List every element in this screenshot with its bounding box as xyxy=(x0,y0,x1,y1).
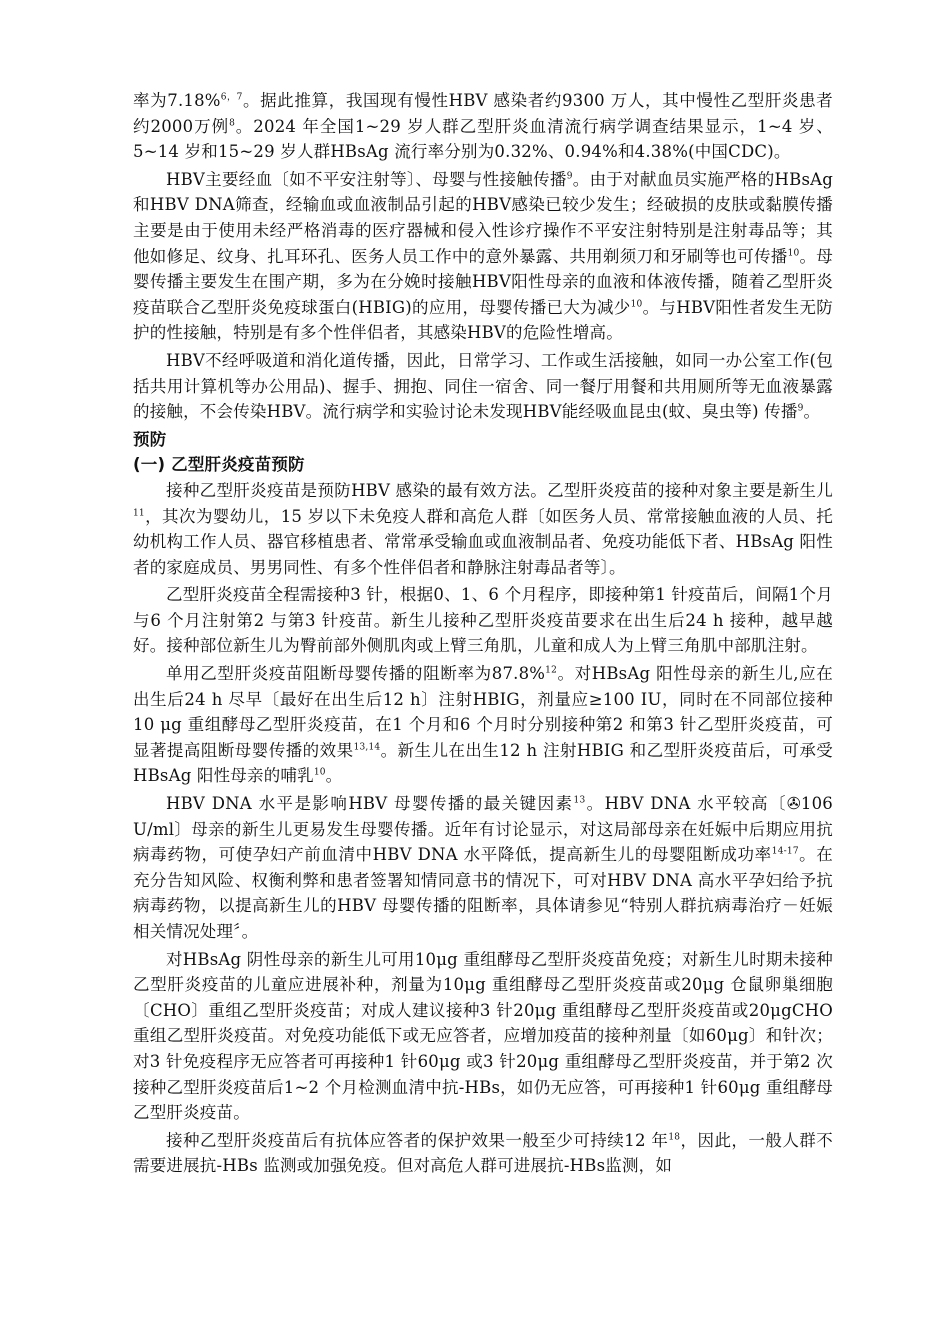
paragraph-text: 单用乙型肝炎疫苗阻断母婴传播的阻断率为87.8% xyxy=(166,664,546,684)
paragraph-p9 xyxy=(133,1128,833,1179)
paragraph-text: 接种乙型肝炎疫苗后有抗体应答者的保护效果一般至少可持续12 年 xyxy=(166,1130,669,1150)
paragraph-text: 率为7.18% xyxy=(133,91,221,110)
citation-superscript: 10 xyxy=(630,299,643,310)
citation-superscript: 13,14 xyxy=(353,742,381,753)
paragraph-p1 xyxy=(133,88,833,165)
citation-superscript: 8 xyxy=(229,118,236,129)
paragraph-p3 xyxy=(133,348,833,425)
citation-superscript: 12 xyxy=(545,665,558,676)
paragraph-text: 。据此推算，我国现有慢性HBV 感染者约9300 万人，其中慢性乙型肝炎患者约2000万例 xyxy=(133,91,833,136)
paragraph-text: ，因此，一般人群不需要进展抗-HBs 监测或加强免疫。但对高危人群可进展抗-HBs监测，如 xyxy=(133,1130,833,1176)
citation-superscript: 14-17 xyxy=(771,846,799,857)
paragraph-p4 xyxy=(133,478,833,580)
paragraph-text: 。HBV DNA 水平较高〔✇106 U/ml〕母亲的新生儿更易发生母婴传播。近年有讨论显示，对这局部母亲在妊娠中后期应用抗病毒药物，可使孕妇产前血清中HBV DNA 水平降低，提高新生儿的母婴阻断成功率 xyxy=(133,794,834,865)
paragraph-text: 。母婴传播主要发生在围产期，多为在分娩时接触HBV阳性母亲的血液和体液传播，随着乙型肝炎疫苗联合乙型肝炎免疫球蛋白(HBIG)的应用，母婴传播已大为减少 xyxy=(133,246,833,317)
paragraph-p6 xyxy=(133,661,833,789)
citation-superscript: 9 xyxy=(797,403,804,414)
paragraph-text: HBV主要经血〔如不平安注射等〕、母婴与性接触传播 xyxy=(166,169,567,189)
citation-superscript: 13 xyxy=(573,795,586,806)
paragraph-text: 乙型肝炎疫苗全程需接种3 针，根据0、1、6 个月程序，即接种第1 针疫苗后，间隔1个月与6 个月注射第2 与第3 针疫苗。新生儿接种乙型肝炎疫苗要求在出生后24 h 接种，越早越好。接种部位新生儿为臀前部外侧肌肉或上臂三角肌，儿童和成人为上臂三角肌中部肌注射。 xyxy=(133,585,833,656)
paragraph-group-vaccine xyxy=(133,478,833,1179)
citation-superscript: 6，7 xyxy=(220,92,243,103)
paragraph-text: 。2024 年全国1~29 岁人群乙型肝炎血清流行病学调查结果显示，1~4 岁、5~14 岁和15~29 岁人群HBsAg 流行率分别为0.32%、0.94%和4.38%(中国CDC)。 xyxy=(133,116,833,162)
paragraph-text: 。 xyxy=(325,766,343,786)
paragraph-p7 xyxy=(133,791,833,945)
paragraph-text: HBV DNA 水平是影响HBV 母婴传播的最关键因素 xyxy=(166,794,574,814)
document-body xyxy=(133,88,833,1181)
citation-superscript: 11 xyxy=(133,508,145,518)
section-heading-prevention: 预防 xyxy=(133,429,167,449)
paragraph-text: 。新生儿在出生12 h 注射HBIG 和乙型肝炎疫苗后，可承受HBsAg 阳性母亲的哺乳 xyxy=(133,740,833,786)
paragraph-p8 xyxy=(133,947,833,1126)
paragraph-p2 xyxy=(133,167,833,346)
paragraph-text: 。在充分告知风险、权衡利弊和患者签署知情同意书的情况下，可对HBV DNA 高水平孕妇给予抗病毒药物，以提高新生儿的HBV 母婴传播的阻断率，具体请参见“特别人群抗病毒治疗－妊娠相关情况处理〞。 xyxy=(133,845,833,941)
paragraph-text: 。 xyxy=(803,402,821,422)
paragraph-p5 xyxy=(133,582,833,659)
paragraph-text: 。对HBsAg 阳性母亲的新生儿,应在出生后24 h 尽早〔最好在出生后12 h〕注射HBIG，剂量应≥100 IU，同时在不同部位接种10 μg 重组酵母乙型肝炎疫苗，在1 个月和6 个月时分别接种第2 和第3 针乙型肝炎疫苗，可显著提高阻断母婴传播的效果 xyxy=(133,664,834,760)
citation-superscript: 9 xyxy=(566,171,573,182)
citation-superscript: 10 xyxy=(787,248,800,259)
citation-superscript: 10 xyxy=(313,767,326,778)
paragraph-text: ，其次为婴幼儿，15 岁以下未免疫人群和高危人群〔如医务人员、常常接触血液的人员、托幼机构工作人员、器官移植患者、常常承受输血或血液制品者、免疫功能低下者、HBsAg 阳性者的家庭成员、男男同性、有多个性伴侣者和静脉注射毒品者等〕。 xyxy=(133,506,833,577)
citation-superscript: 18 xyxy=(668,1132,681,1143)
paragraph-text: 。与HBV阳性者发生无防护的性接触，特别是有多个性伴侣者，其感染HBV的危险性增高。 xyxy=(133,297,833,343)
subsection-heading-vaccine: (一) 乙型肝炎疫苗预防 xyxy=(133,455,305,475)
paragraph-text: 。由于对献血员实施严格的HBsAg和HBV DNA筛查，经输血或血液制品引起的HBV感染已较少发生；经破损的皮肤或黏膜传播主要是由于使用未经严格消毒的医疗器械和侵入性诊疗操作不平安注射特别是注射毒品等；其他如修足、纹身、扎耳环孔、医务人员工作中的意外暴露、共用剃须刀和牙刷等也可传播 xyxy=(133,169,833,266)
paragraph-text: HBV不经呼吸道和消化道传播，因此，日常学习、工作或生活接触，如同一办公室工作(包括共用计算机等办公用品)、握手、拥抱、同住一宿舍、同一餐厅用餐和共用厕所等无血液暴露的接触，不会传染HBV。流行病学和实验讨论未发现HBV能经吸血昆虫(蚊、臭虫等) 传播 xyxy=(133,350,833,422)
paragraph-group-epidemiology xyxy=(133,88,833,425)
paragraph-text: 对HBsAg 阴性母亲的新生儿可用10μg 重组酵母乙型肝炎疫苗免疫；对新生儿时期未接种乙型肝炎疫苗的儿童应进展补种，剂量为10μg 重组酵母乙型肝炎疫苗或20μg 仓鼠卵巢细胞〔CHO〕重组乙型肝炎疫苗；对成人建议接种3 针20μg 重组酵母乙型肝炎疫苗或20μgCHO 重组乙型肝炎疫苗。对免疫功能低下或无应答者，应增加疫苗的接种剂量〔如60μg〕和针次；对3 针免疫程序无应答者可再接种1 针60μg 或3 针20μg 重组酵母乙型肝炎疫苗，并于第2 次接种乙型肝炎疫苗后1~2 个月检测血清中抗-HBs，如仍无应答，可再接种1 针60μg 重组酵母乙型肝炎疫苗。 xyxy=(133,949,833,1123)
paragraph-text: 接种乙型肝炎疫苗是预防HBV 感染的最有效方法。乙型肝炎疫苗的接种对象主要是新生儿 xyxy=(166,480,833,500)
